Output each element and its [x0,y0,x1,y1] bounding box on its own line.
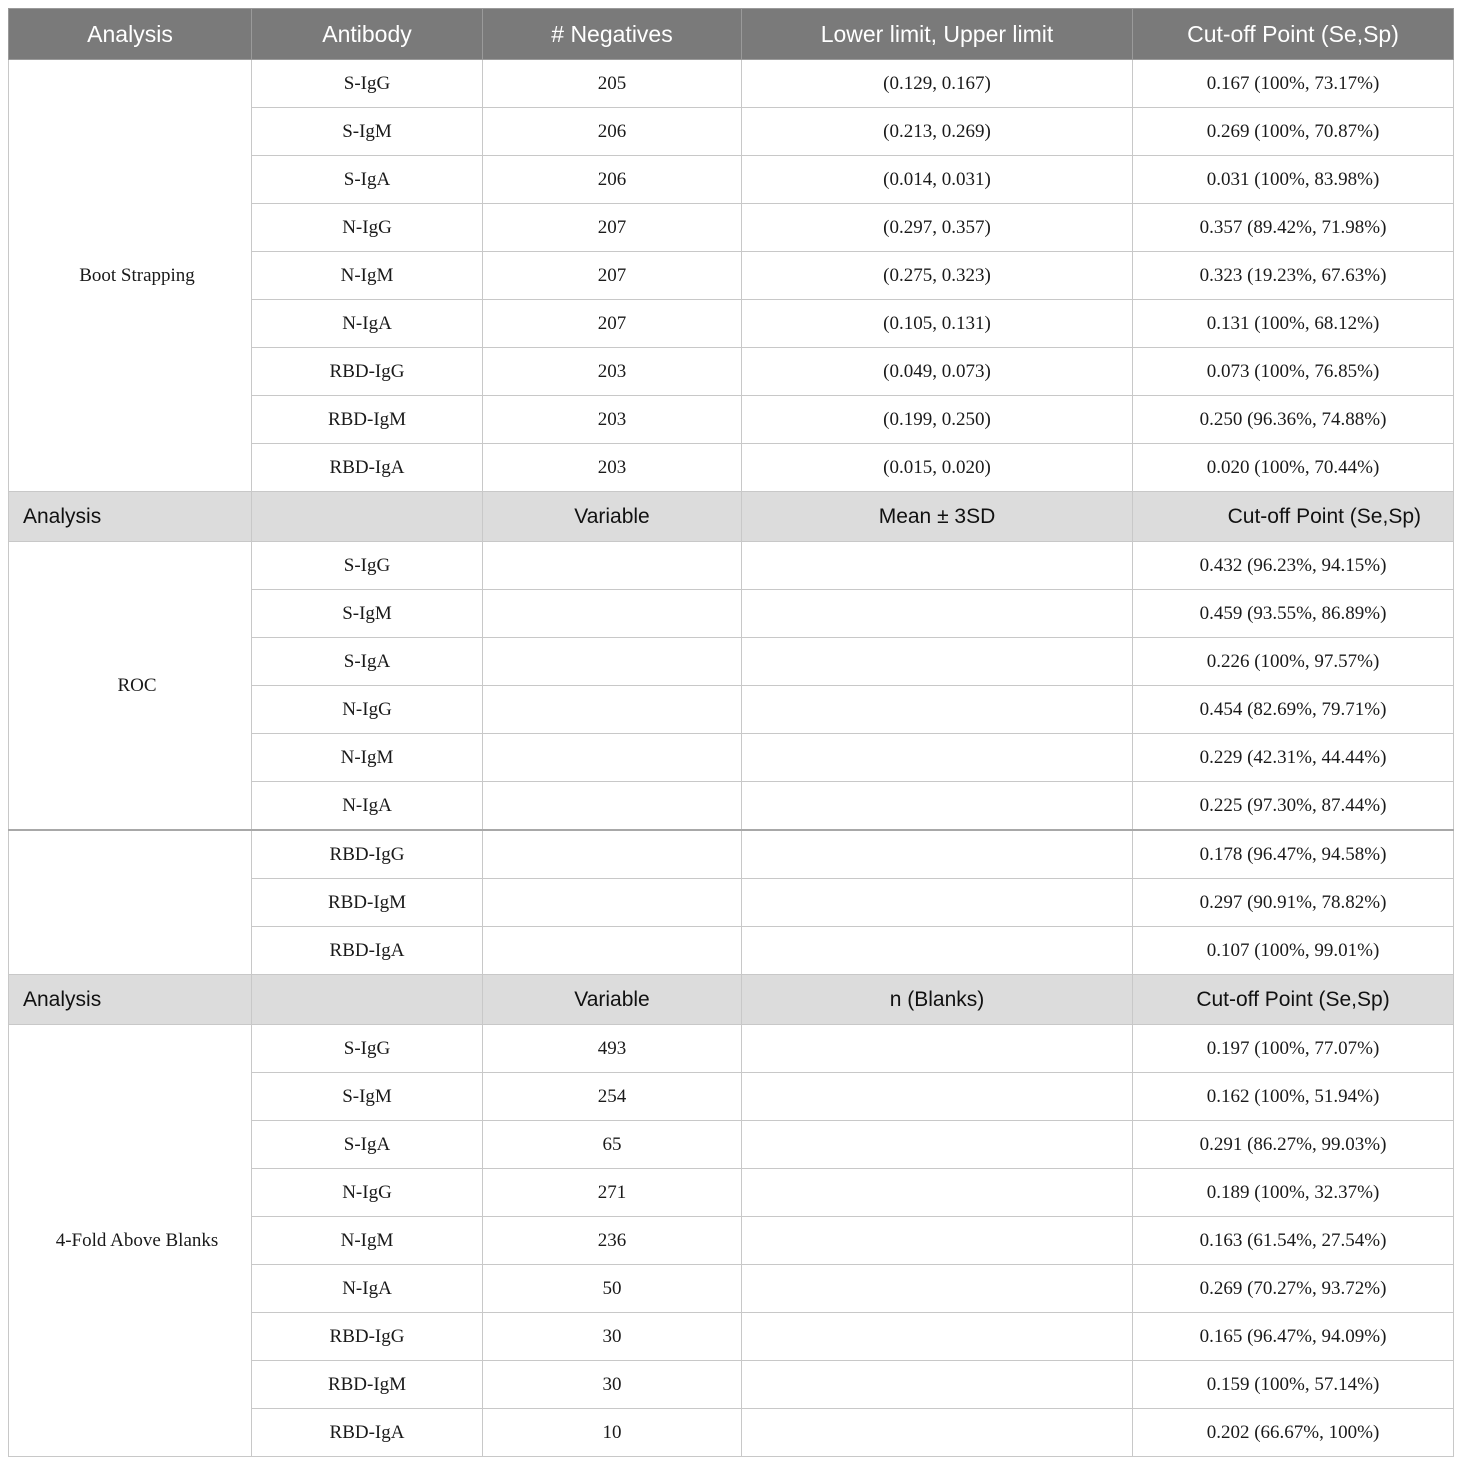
group-label-blanks: 4-Fold Above Blanks [9,1025,252,1457]
cutoff-cell: 0.202 (66.67%, 100%) [1133,1409,1454,1457]
cutoff-cell: 0.178 (96.47%, 94.58%) [1133,830,1454,879]
limits-cell: (0.297, 0.357) [742,204,1133,252]
variable-cell [483,734,742,782]
subheader-antibody [252,492,483,542]
cutoff-cell: 0.031 (100%, 83.98%) [1133,156,1454,204]
cutoff-cell: 0.225 (97.30%, 87.44%) [1133,782,1454,831]
variable-cell [483,590,742,638]
cutoff-cell: 0.432 (96.23%, 94.15%) [1133,542,1454,590]
table-row [9,1025,1454,1073]
subheader-stat: Mean ± 3SD [742,492,1133,542]
cutoff-table [8,8,1454,1457]
subheader-analysis: Analysis [9,492,252,542]
limits-cell: (0.049, 0.073) [742,348,1133,396]
variable-cell [483,542,742,590]
subheader-cutoff: Cut-off Point (Se,Sp) [1133,492,1454,542]
cutoff-cell: 0.250 (96.36%, 74.88%) [1133,396,1454,444]
blanks-count-cell [742,1361,1133,1409]
antibody-cell: N-IgG [252,686,483,734]
antibody-cell: S-IgM [252,108,483,156]
blanks-count-cell [742,1313,1133,1361]
cutoff-cell: 0.297 (90.91%, 78.82%) [1133,879,1454,927]
variable-cell: 65 [483,1121,742,1169]
variable-cell: 493 [483,1025,742,1073]
variable-cell: 254 [483,1073,742,1121]
group-label-bootstrap: Boot Strapping [9,60,252,492]
cutoff-cell: 0.229 (42.31%, 44.44%) [1133,734,1454,782]
cutoff-cell: 0.163 (61.54%, 27.54%) [1133,1217,1454,1265]
stat-cell [742,782,1133,831]
antibody-cell: S-IgG [252,1025,483,1073]
blanks-count-cell [742,1121,1133,1169]
stat-cell [742,879,1133,927]
blanks-count-cell [742,1073,1133,1121]
blanks-count-cell [742,1025,1133,1073]
limits-cell: (0.199, 0.250) [742,396,1133,444]
limits-cell: (0.213, 0.269) [742,108,1133,156]
antibody-cell: N-IgM [252,252,483,300]
variable-cell [483,830,742,879]
variable-cell: 236 [483,1217,742,1265]
subheader-cutoff: Cut-off Point (Se,Sp) [1133,975,1454,1025]
header-antibody: Antibody [252,9,483,60]
group-label-roc: ROC [9,542,252,831]
antibody-cell: S-IgM [252,1073,483,1121]
cutoff-cell: 0.323 (19.23%, 67.63%) [1133,252,1454,300]
subheader-analysis: Analysis [9,975,252,1025]
blanks-count-cell [742,1409,1133,1457]
stat-cell [742,542,1133,590]
antibody-cell: S-IgG [252,60,483,108]
antibody-cell: RBD-IgG [252,830,483,879]
table-header-row [9,9,1454,60]
negatives-cell: 207 [483,252,742,300]
variable-cell: 30 [483,1313,742,1361]
stat-cell [742,686,1133,734]
antibody-cell: RBD-IgA [252,1409,483,1457]
variable-cell [483,927,742,975]
negatives-cell: 206 [483,108,742,156]
variable-cell: 271 [483,1169,742,1217]
antibody-cell: N-IgG [252,204,483,252]
negatives-cell: 207 [483,300,742,348]
variable-cell [483,879,742,927]
antibody-cell: N-IgG [252,1169,483,1217]
stat-cell [742,734,1133,782]
antibody-cell: N-IgA [252,300,483,348]
cutoff-cell: 0.107 (100%, 99.01%) [1133,927,1454,975]
cutoff-cell: 0.167 (100%, 73.17%) [1133,60,1454,108]
table-body [9,60,1454,1457]
subheader-variable: Variable [483,492,742,542]
antibody-cell: N-IgA [252,782,483,831]
negatives-cell: 205 [483,60,742,108]
header-analysis: Analysis [9,9,252,60]
header-limits: Lower limit, Upper limit [742,9,1133,60]
antibody-cell: RBD-IgM [252,396,483,444]
cutoff-cell: 0.197 (100%, 77.07%) [1133,1025,1454,1073]
antibody-cell: RBD-IgG [252,1313,483,1361]
antibody-cell: RBD-IgG [252,348,483,396]
blanks-count-cell [742,1169,1133,1217]
subheader-antibody [252,975,483,1025]
stat-cell [742,638,1133,686]
table-row [9,60,1454,108]
stat-cell [742,927,1133,975]
header-negatives: # Negatives [483,9,742,60]
section-header-row [9,492,1454,542]
variable-cell [483,782,742,831]
cutoff-cell: 0.020 (100%, 70.44%) [1133,444,1454,492]
group-label-empty [9,830,252,975]
cutoff-cell: 0.131 (100%, 68.12%) [1133,300,1454,348]
antibody-cell: RBD-IgM [252,879,483,927]
variable-cell: 30 [483,1361,742,1409]
variable-cell: 10 [483,1409,742,1457]
antibody-cell: RBD-IgA [252,444,483,492]
limits-cell: (0.275, 0.323) [742,252,1133,300]
cutoff-cell: 0.459 (93.55%, 86.89%) [1133,590,1454,638]
cutoff-cell: 0.357 (89.42%, 71.98%) [1133,204,1454,252]
negatives-cell: 207 [483,204,742,252]
cutoff-cell: 0.162 (100%, 51.94%) [1133,1073,1454,1121]
antibody-cell: RBD-IgM [252,1361,483,1409]
stat-cell [742,590,1133,638]
negatives-cell: 203 [483,348,742,396]
blanks-count-cell [742,1265,1133,1313]
cutoff-cell: 0.159 (100%, 57.14%) [1133,1361,1454,1409]
antibody-cell: RBD-IgA [252,927,483,975]
table-row [9,830,1454,879]
antibody-cell: N-IgA [252,1265,483,1313]
subheader-stat: n (Blanks) [742,975,1133,1025]
cutoff-cell: 0.454 (82.69%, 79.71%) [1133,686,1454,734]
limits-cell: (0.105, 0.131) [742,300,1133,348]
antibody-cell: N-IgM [252,1217,483,1265]
header-cutoff: Cut-off Point (Se,Sp) [1133,9,1454,60]
cutoff-cell: 0.165 (96.47%, 94.09%) [1133,1313,1454,1361]
limits-cell: (0.014, 0.031) [742,156,1133,204]
limits-cell: (0.015, 0.020) [742,444,1133,492]
stat-cell [742,830,1133,879]
negatives-cell: 203 [483,396,742,444]
subheader-variable: Variable [483,975,742,1025]
antibody-cell: S-IgA [252,156,483,204]
antibody-cell: S-IgG [252,542,483,590]
cutoff-cell: 0.269 (100%, 70.87%) [1133,108,1454,156]
antibody-cell: S-IgA [252,638,483,686]
table-row [9,542,1454,590]
cutoff-cell: 0.269 (70.27%, 93.72%) [1133,1265,1454,1313]
limits-cell: (0.129, 0.167) [742,60,1133,108]
variable-cell [483,638,742,686]
antibody-cell: N-IgM [252,734,483,782]
cutoff-cell: 0.189 (100%, 32.37%) [1133,1169,1454,1217]
blanks-count-cell [742,1217,1133,1265]
variable-cell: 50 [483,1265,742,1313]
cutoff-cell: 0.073 (100%, 76.85%) [1133,348,1454,396]
negatives-cell: 203 [483,444,742,492]
variable-cell [483,686,742,734]
negatives-cell: 206 [483,156,742,204]
antibody-cell: S-IgM [252,590,483,638]
cutoff-cell: 0.226 (100%, 97.57%) [1133,638,1454,686]
cutoff-cell: 0.291 (86.27%, 99.03%) [1133,1121,1454,1169]
antibody-cell: S-IgA [252,1121,483,1169]
section-header-row [9,975,1454,1025]
